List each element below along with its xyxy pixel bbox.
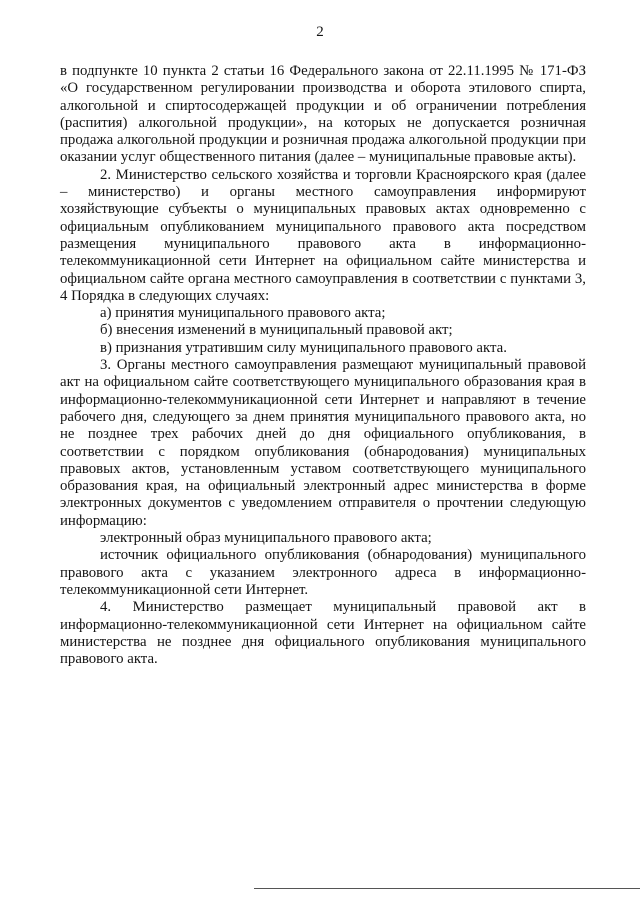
paragraph-3-item-1: электронный образ муниципального правового акта;: [100, 530, 432, 547]
page-number: 2: [316, 24, 324, 40]
footer-divider: [254, 888, 640, 889]
paragraph-2-item-b: б) внесения изменений в муниципальный правовой акт;: [100, 322, 453, 339]
paragraph-2-item-a: а) принятия муниципального правового акта;: [100, 305, 386, 322]
paragraph-1-continuation: в подпункте 10 пункта 2 статьи 16 Федерального закона от 22.11.1995 № 171-ФЗ «О государственном регулировании производства и оборота этилового спирта, алкогольной и спиртосодержащей продукции и об ограничении потребления (распития) алкогольной продукции», на которых не допускается розничная продажа алкогольной продукции и розничная продажа алкогольной продукции при оказании услуг общественного питания (далее – муниципальные правовые акты).: [60, 63, 586, 166]
paragraph-4: 4. Министерство размещает муниципальный правовой акт в информационно-телекоммуникационной сети Интернет на официальном сайте министерства не позднее дня официального опубликования муниципального правового акта.: [60, 599, 586, 668]
paragraph-3: 3. Органы местного самоуправления размещают муниципальный правовой акт на официальном сайте соответствующего муниципального образования края в информационно-телекоммуникационной сети Интернет и направляют в течение рабочего дня, следующего за днем принятия муниципального правового акта, но не позднее трех рабочих дней до дня официального опубликования, в соответствии с порядком опубликования (обнародования) муниципальных правовых актов, установленным уставом соответствующего муниципального образования края, на официальный электронный адрес министерства в форме электронных документов с уведомлением отправителя о прочтении следующую информацию:: [60, 357, 586, 529]
document-body: [60, 63, 586, 668]
paragraph-2: 2. Министерство сельского хозяйства и торговли Красноярского края (далее – министерство) и органы местного самоуправления информируют хозяйствующие субъекты о муниципальных правовых актах одновременно с официальным опубликованием муниципального правового акта посредством размещения муниципального правового акта в информационно-телекоммуникационной сети Интернет на официальном сайте министерства и официальном сайте органа местного самоуправления в соответствии с пунктами 3, 4 Порядка в следующих случаях:: [60, 166, 586, 304]
paragraph-2-item-c: в) признания утратившим силу муниципального правового акта.: [100, 339, 507, 356]
paragraph-3-item-2: источник официального опубликования (обнародования) муниципального правового акта с указанием электронного адреса в информационно-телекоммуникационной сети Интернет.: [60, 547, 586, 598]
